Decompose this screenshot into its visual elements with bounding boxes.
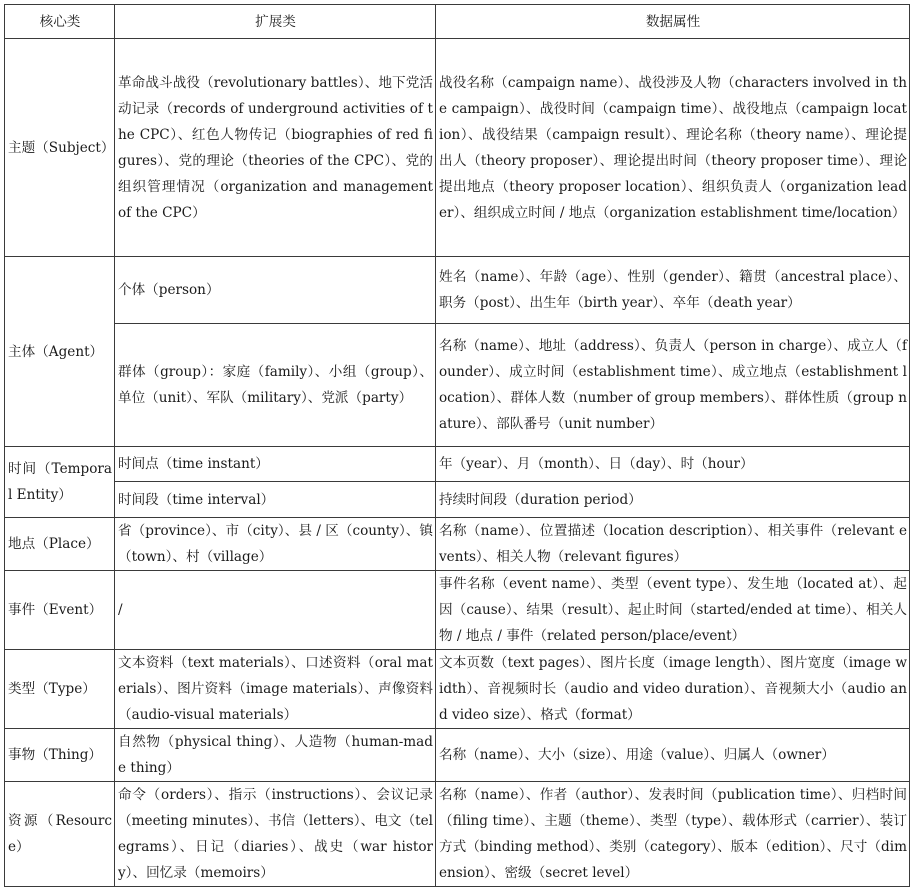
attrs-group: 名称（name）、地址（address）、负责人（person in charge）、成立人（founder）、成立时间（establishment time）、成立地点（establishment location）、群体人数（number of group members）、群体性质（group nature）、部队番号（unit number） bbox=[436, 324, 910, 447]
table-row bbox=[5, 650, 910, 729]
core-class-event: 事件（Event） bbox=[5, 571, 115, 650]
attrs-event: 事件名称（event name）、类型（event type）、发生地（located at）、起因（cause）、结果（result）、起止时间（started/ended at time）、相关人物 / 地点 / 事件（related person/place/event） bbox=[436, 571, 910, 650]
header-extension-class: 扩展类 bbox=[115, 5, 436, 39]
ext-class-person: 个体（person） bbox=[115, 257, 436, 324]
attrs-person: 姓名（name）、年龄（age）、性别（gender）、籍贯（ancestral place）、职务（post）、出生年（birth year）、卒年（death year） bbox=[436, 257, 910, 324]
table-row bbox=[5, 482, 910, 518]
ext-class-group: 群体（group）：家庭（family）、小组（group）、单位（unit）、军队（military）、党派（party） bbox=[115, 324, 436, 447]
core-class-type: 类型（Type） bbox=[5, 650, 115, 729]
core-class-temporal: 时间（Temporal Entity） bbox=[5, 447, 115, 518]
ext-class-type: 文本资料（text materials）、口述资料（oral materials）、图片资料（image materials）、声像资料（audio-visual materials） bbox=[115, 650, 436, 729]
table-row bbox=[5, 324, 910, 447]
core-class-agent: 主体（Agent） bbox=[5, 257, 115, 447]
core-class-place: 地点（Place） bbox=[5, 518, 115, 571]
ext-class-subject: 革命战斗战役（revolutionary battles）、地下党活动记录（records of underground activities of the CPC）、红色人物传记（biographies of red figures）、党的理论（theories of the CPC）、党的组织管理情况（organization and management of the CPC） bbox=[115, 39, 436, 257]
table-row bbox=[5, 39, 910, 257]
table-row bbox=[5, 782, 910, 887]
core-class-resource: 资源（Resource） bbox=[5, 782, 115, 887]
attrs-time-interval: 持续时间段（duration period） bbox=[436, 482, 910, 518]
ext-class-time-interval: 时间段（time interval） bbox=[115, 482, 436, 518]
ext-class-place: 省（province）、市（city）、县 / 区（county）、镇（town）、村（village） bbox=[115, 518, 436, 571]
header-row bbox=[5, 5, 910, 39]
attrs-thing: 名称（name）、大小（size）、用途（value）、归属人（owner） bbox=[436, 729, 910, 782]
attrs-place: 名称（name）、位置描述（location description）、相关事件（relevant events）、相关人物（relevant figures） bbox=[436, 518, 910, 571]
table-row bbox=[5, 518, 910, 571]
attrs-type: 文本页数（text pages）、图片长度（image length）、图片宽度（image width）、音视频时长（audio and video duration）、音视频大小（audio and video size）、格式（format） bbox=[436, 650, 910, 729]
ext-class-event: / bbox=[115, 571, 436, 650]
metadata-table bbox=[4, 4, 910, 887]
ext-class-thing: 自然物（physical thing）、人造物（human-made thing） bbox=[115, 729, 436, 782]
table-row bbox=[5, 447, 910, 482]
core-class-subject: 主题（Subject） bbox=[5, 39, 115, 257]
attrs-resource: 名称（name）、作者（author）、发表时间（publication time）、归档时间（filing time）、主题（theme）、类型（type）、载体形式（carrier）、装订方式（binding method）、类别（category）、版本（edition）、尺寸（dimension）、密级（secret level） bbox=[436, 782, 910, 887]
ext-class-time-instant: 时间点（time instant） bbox=[115, 447, 436, 482]
attrs-subject: 战役名称（campaign name）、战役涉及人物（characters involved in the campaign）、战役时间（campaign time）、战役地点（campaign location）、战役结果（campaign result）、理论名称（theory name）、理论提出人（theory proposer）、理论提出时间（theory proposer time）、理论提出地点（theory proposer location）、组织负责人（organization leader）、组织成立时间 / 地点（organization establishment time/location） bbox=[436, 39, 910, 257]
header-core-class: 核心类 bbox=[5, 5, 115, 39]
table-row bbox=[5, 257, 910, 324]
ext-class-resource: 命令（orders）、指示（instructions）、会议记录（meeting minutes）、书信（letters）、电文（telegrams）、日记（diaries）、战史（war history）、回忆录（memoirs） bbox=[115, 782, 436, 887]
table-row bbox=[5, 571, 910, 650]
table-row bbox=[5, 729, 910, 782]
core-class-thing: 事物（Thing） bbox=[5, 729, 115, 782]
header-data-attributes: 数据属性 bbox=[436, 5, 910, 39]
attrs-time-instant: 年（year）、月（month）、日（day）、时（hour） bbox=[436, 447, 910, 482]
